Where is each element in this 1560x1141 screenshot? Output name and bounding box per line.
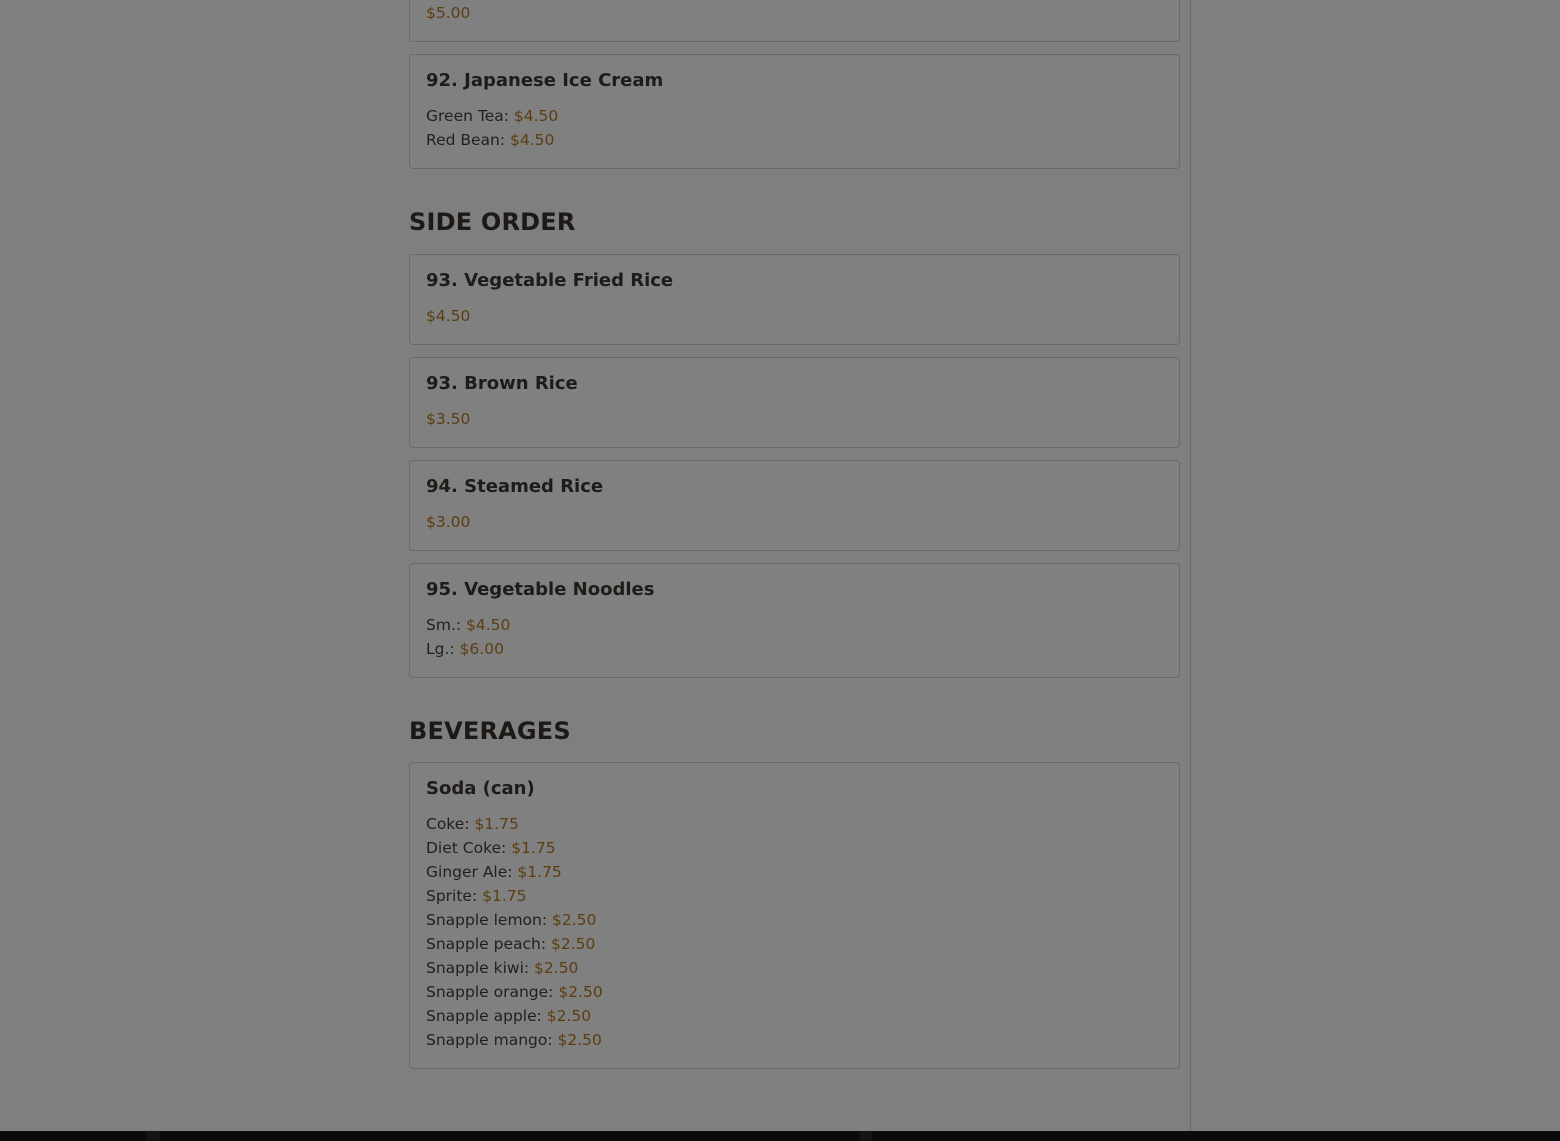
item-option-label: Snapple apple:	[426, 1007, 542, 1025]
item-title: 95. Vegetable Noodles	[426, 579, 655, 600]
menu-item-card	[409, 563, 1180, 678]
item-price-line	[426, 911, 596, 929]
menu-item-card	[409, 762, 1180, 1069]
bottom-strip-segment	[146, 1131, 160, 1141]
item-price: $1.75	[482, 887, 527, 905]
item-price-line	[426, 107, 558, 125]
item-price-line	[426, 983, 603, 1001]
menu-item-card	[409, 460, 1180, 551]
item-price: $2.50	[552, 911, 597, 929]
item-price: $4.50	[466, 616, 511, 634]
item-price-line	[426, 410, 470, 428]
item-title: 92. Japanese Ice Cream	[426, 70, 664, 91]
item-price: $1.75	[511, 839, 556, 857]
item-option-label: Green Tea:	[426, 107, 509, 125]
item-price: $3.50	[426, 410, 471, 428]
menu-item-card	[409, 0, 1180, 42]
item-price-line	[426, 513, 470, 531]
item-option-label: Coke:	[426, 815, 470, 833]
item-option-label: Sm.:	[426, 616, 462, 634]
item-title: Soda (can)	[426, 778, 535, 799]
menu-item-card	[409, 357, 1180, 448]
item-title: 94. Steamed Rice	[426, 476, 604, 497]
item-price: $4.50	[513, 107, 559, 125]
item-price: $6.00	[459, 640, 504, 658]
item-price-line	[426, 1007, 591, 1025]
item-price: $2.50	[546, 1007, 592, 1025]
menu-item-card	[409, 54, 1180, 169]
item-price-line	[426, 839, 556, 857]
item-option-label: Snapple kiwi:	[426, 959, 530, 977]
item-price-line	[426, 887, 527, 905]
item-option-label: Red Bean:	[426, 131, 506, 149]
item-price-line	[426, 959, 578, 977]
item-price: $2.50	[558, 983, 603, 1001]
item-price: $2.50	[534, 959, 579, 977]
item-price: $2.50	[557, 1031, 602, 1049]
menu-item-card	[409, 254, 1180, 345]
item-price-line	[426, 1031, 602, 1049]
content-right-divider	[1190, 0, 1191, 1131]
item-price: $3.00	[426, 513, 471, 531]
section-heading-beverages: BEVERAGES	[409, 717, 571, 745]
item-price-line	[426, 863, 562, 881]
item-title: 93. Vegetable Fried Rice	[426, 270, 674, 291]
item-option-label: Snapple mango:	[426, 1031, 553, 1049]
item-option-label: Diet Coke:	[426, 839, 507, 857]
item-price-line	[426, 307, 470, 325]
item-price-line	[426, 815, 519, 833]
item-option-label: Snapple peach:	[426, 935, 547, 953]
item-option-label: Ginger Ale:	[426, 863, 513, 881]
item-option-label: Snapple orange:	[426, 983, 554, 1001]
item-option-label: Snapple lemon:	[426, 911, 548, 929]
item-price: $5.00	[426, 4, 471, 22]
item-price-line	[426, 640, 504, 658]
item-price: $1.75	[517, 863, 562, 881]
item-option-label: Sprite:	[426, 887, 478, 905]
item-price-line	[426, 935, 595, 953]
item-price: $2.50	[551, 935, 596, 953]
item-price: $4.50	[426, 307, 471, 325]
bottom-strip-segment	[860, 1131, 872, 1141]
item-price-line	[426, 616, 510, 634]
item-price: $4.50	[510, 131, 555, 149]
item-title: 93. Brown Rice	[426, 373, 578, 394]
bottom-toolbar-strip	[0, 1131, 1560, 1141]
item-option-label: Lg.:	[426, 640, 455, 658]
section-heading-side-order: SIDE ORDER	[409, 208, 576, 236]
item-price: $1.75	[474, 815, 519, 833]
item-price-line	[426, 4, 470, 22]
item-price-line	[426, 131, 554, 149]
